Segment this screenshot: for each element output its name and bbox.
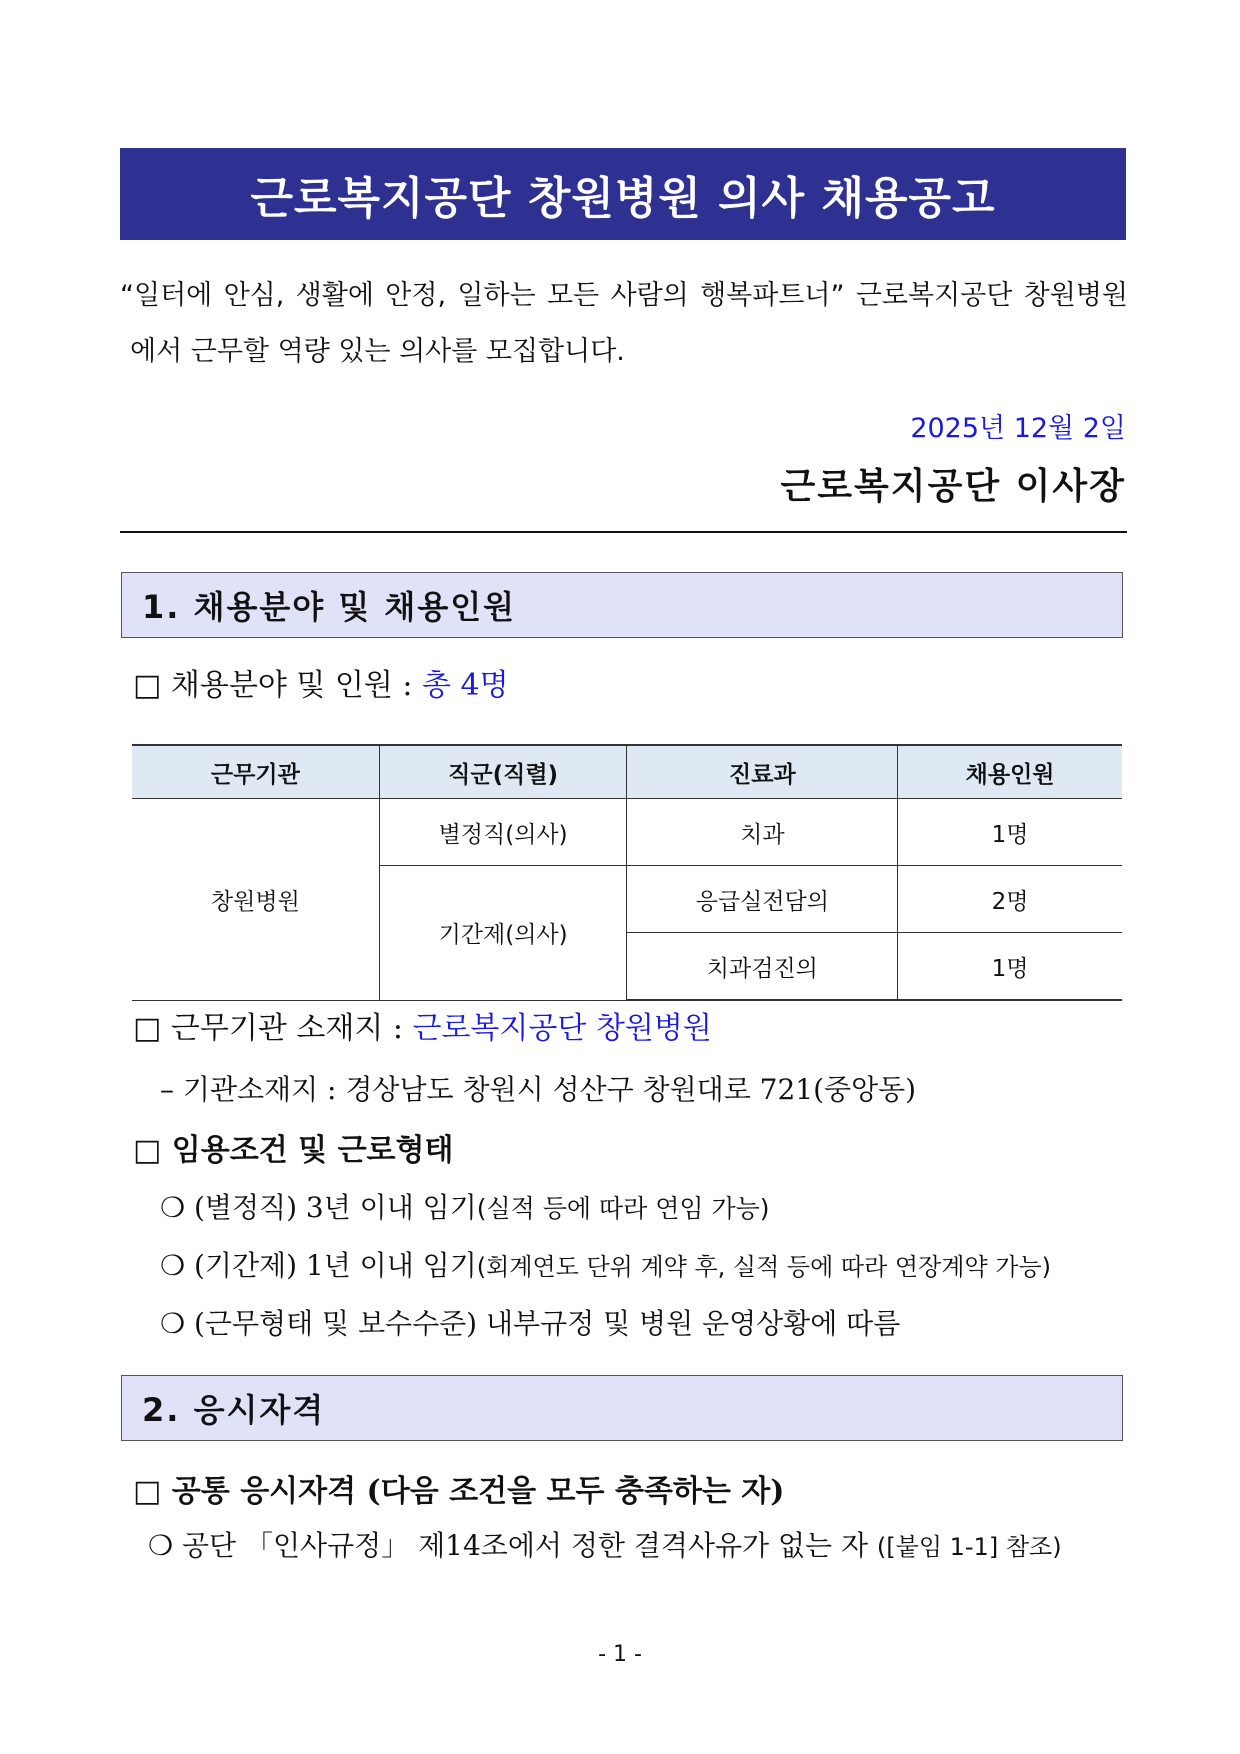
announcement-date: 2025년 12월 2일 [910,413,1126,444]
location-line [133,1003,712,1047]
header-group: 직군(직렬) [379,745,627,799]
address-line: – 기관소재지 : 경상남도 창원시 성산구 창원대로 721(중앙동) [160,1073,917,1106]
cell-group: 별정직(의사) [379,799,627,866]
cell-institution: 창원병원 [132,799,379,1001]
header-count: 채용인원 [898,745,1122,799]
page-title: 근로복지공단 창원병원 의사 채용공고 [250,173,996,224]
recruitment-table [132,744,1122,1001]
common-qualification-heading: □ 공통 응시자격 (다음 조건을 모두 충족하는 자) [133,1474,785,1509]
section-1-title: 1. 채용분야 및 채용인원 [142,588,517,626]
intro-line-2: 에서 근무할 역량 있는 의사를 모집합니다. [130,336,625,367]
section-1-header [121,572,1123,638]
issuer: 근로복지공단 이사장 [780,466,1126,507]
cell-dept: 치과검진의 [627,933,898,1001]
cell-dept: 응급실전담의 [627,866,898,933]
section-2-header [121,1375,1123,1441]
cell-dept: 치과 [627,799,898,866]
intro-line-1: “일터에 안심, 생활에 안정, 일하는 모든 사람의 행복파트너” 근로복지공단 창원병원 [120,280,1128,311]
condition-label: ❍ (기간제) 1년 이내 임기 [160,1249,477,1282]
intro-paragraph [120,268,1128,380]
condition-item [160,1302,900,1342]
table-row [132,799,1122,866]
section-2-title: 2. 응시자격 [142,1391,326,1429]
condition-detail: (실적 등에 따라 연임 가능) [476,1194,770,1223]
cell-count: 1명 [898,933,1122,1001]
condition-label: ❍ (근무형태 및 보수수준) 내부규정 및 병원 운영상황에 따름 [160,1307,901,1340]
cell-count: 2명 [898,866,1122,933]
page-number: - 1 - [598,1642,642,1667]
condition-item [160,1186,770,1226]
qualification-ref: ([붙임 1-1] 참조) [876,1533,1062,1561]
table-header-row [132,745,1122,799]
condition-item [160,1244,1051,1284]
location-label: □ 근무기관 소재지 : [133,1011,413,1046]
divider [120,531,1127,533]
qualification-item [148,1524,1062,1564]
title-banner [120,148,1126,240]
location-value: 근로복지공단 창원병원 [412,1011,712,1046]
header-dept: 진료과 [627,745,898,799]
recruit-field-label: □ 채용분야 및 인원 : [133,668,422,703]
condition-detail: (회계연도 단위 계약 후, 실적 등에 따라 연장계약 가능) [476,1253,1052,1281]
recruit-total: 총 4명 [422,668,509,703]
condition-label: ❍ (별정직) 3년 이내 임기 [160,1191,477,1224]
cell-count: 1명 [898,799,1122,866]
cell-group: 기간제(의사) [379,866,627,1001]
qualification-text: ❍ 공단 「인사규정」 제14조에서 정한 결격사유가 없는 자 [148,1529,868,1562]
header-institution: 근무기관 [132,745,379,799]
conditions-heading: □ 임용조건 및 근로형태 [133,1133,454,1168]
recruit-field-line [133,660,509,704]
